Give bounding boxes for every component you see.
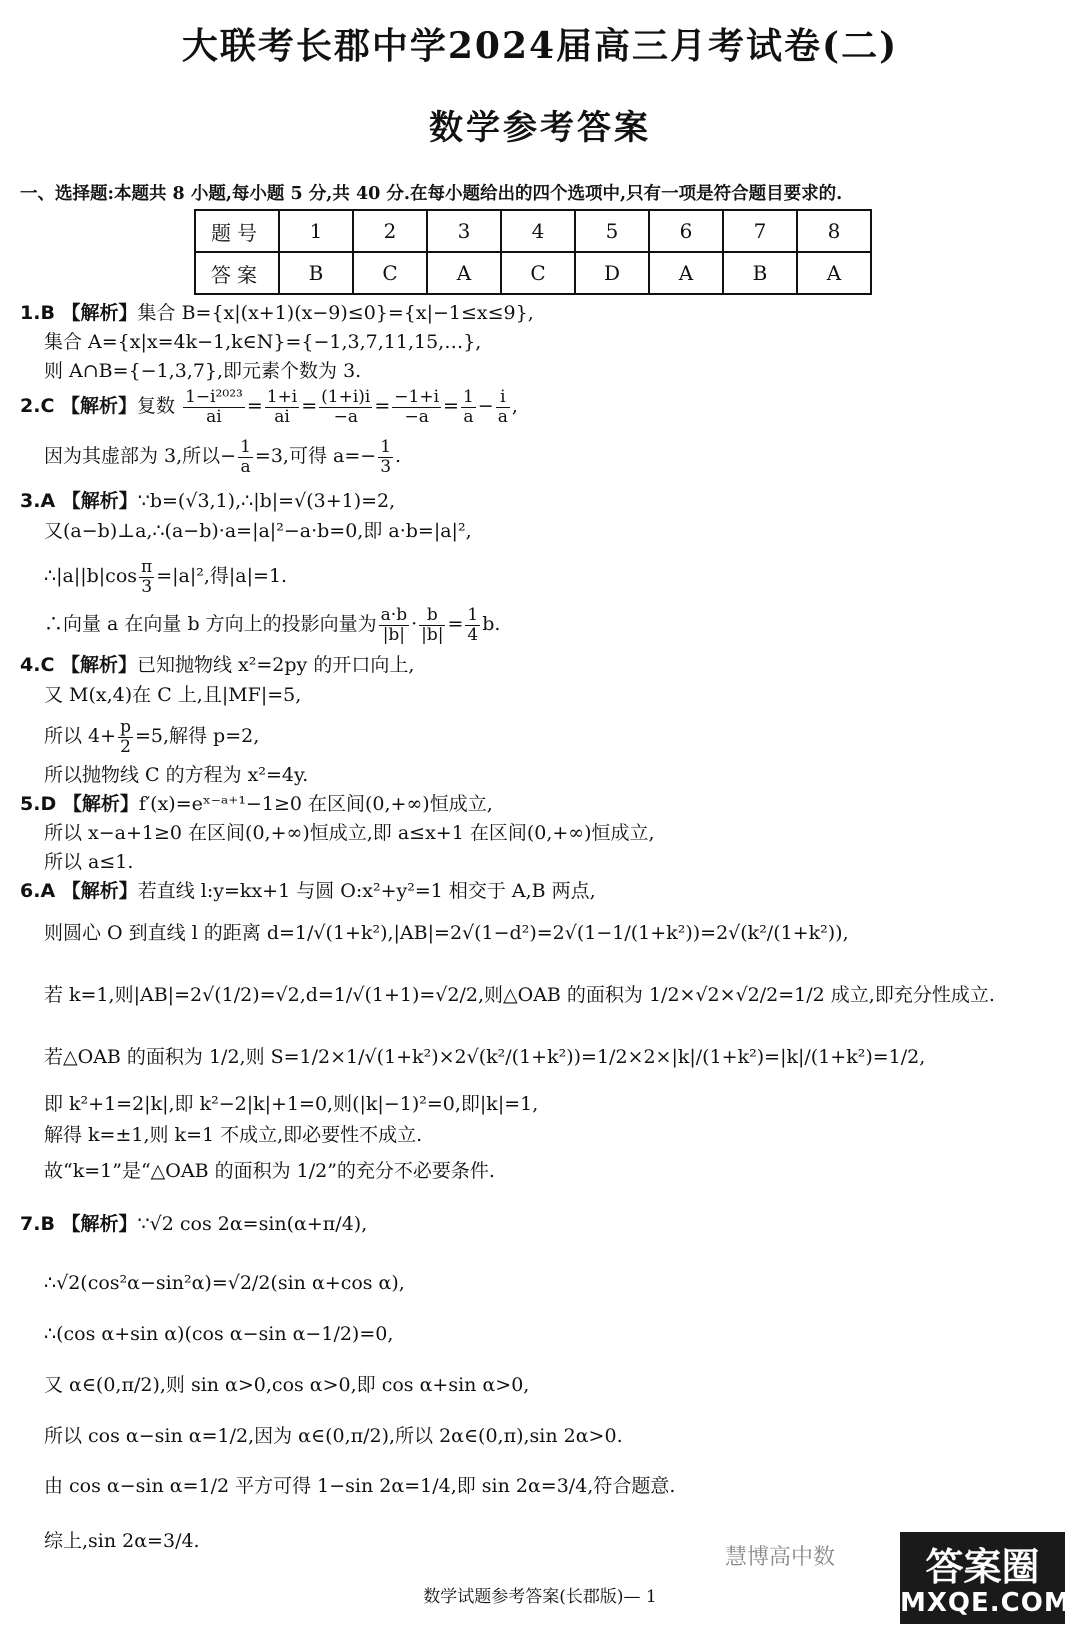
numerator: 1 <box>467 605 479 625</box>
q3-text: ∵b=(√3,1),∴|b|=√(3+1)=2, <box>137 490 396 512</box>
fraction <box>139 558 154 596</box>
table-cell: 8 <box>797 210 871 252</box>
q4-text: =5,解得 p=2, <box>134 725 260 748</box>
site-logo <box>900 1532 1071 1624</box>
q3-line2: 又(a−b)⊥a,∴(a−b)·a=|a|²−a·b=0,即 a·b=|a|², <box>44 520 472 542</box>
denominator: a <box>497 406 508 427</box>
denominator: 4 <box>467 624 479 645</box>
answer-table <box>194 209 872 295</box>
table-cell: B <box>723 252 797 294</box>
q4-line4: 所以抛物线 C 的方程为 x²=4y. <box>44 764 309 786</box>
q6-line3: 若 k=1,则|AB|=2√(1/2)=√2,d=1/√(1+1)=√2/2,则△OAB 的面积为 1/2×√2×√2/2=1/2 成立,即充分性成立. <box>44 984 995 1006</box>
q3-text: ∴|a||b|cos <box>44 565 138 588</box>
denominator: ai <box>206 406 222 427</box>
denominator: 2 <box>120 736 131 757</box>
q3-text: =|a|²,得|a|=1. <box>156 565 288 588</box>
fraction <box>265 388 300 426</box>
denominator: a <box>240 456 251 477</box>
denominator: |b| <box>382 624 406 645</box>
table-cell: 7 <box>723 210 797 252</box>
table-cell: A <box>649 252 723 294</box>
fraction <box>183 388 245 426</box>
table-cell: C <box>353 252 427 294</box>
q5-text: f′(x)=eˣ⁻ᵃ⁺¹−1≥0 在区间(0,+∞)恒成立, <box>138 793 493 815</box>
numerator: i <box>496 388 510 408</box>
numerator: π <box>141 557 153 577</box>
fraction <box>461 388 476 426</box>
fraction <box>319 388 372 426</box>
q2-text: . <box>395 445 402 468</box>
table-row-label: 答案 <box>195 252 279 294</box>
logo-text-top: 答案圈 <box>925 1545 1040 1589</box>
table-cell: A <box>427 252 501 294</box>
q2-text: 因为其虚部为 3,所以− <box>44 445 237 468</box>
fraction <box>392 388 441 426</box>
q2-line1: 2.C 【解析】复数 $\frac{\text{1−i²⁰²³}}{ai}$ = $\frac{1+i}{ai}$ = $\frac{(1+i)i}{-a}$ = $\frac{-1+i}{-a}$ = $\frac{1}{a}$ − $\frac{i}{a}$ , <box>20 387 518 427</box>
q2-text: 复数 <box>137 395 176 418</box>
q7-text: ∵√2 cos 2α=sin(α+π/4), <box>137 1213 368 1235</box>
table-row-answers <box>195 252 871 294</box>
numerator: p <box>120 717 131 737</box>
numerator: (1+i)i <box>321 387 371 407</box>
table-row-label: 题号 <box>195 210 279 252</box>
q4-text: 所以 4+ <box>44 725 117 748</box>
fraction <box>118 718 133 756</box>
table-cell: 1 <box>279 210 353 252</box>
q7-line5: 所以 cos α−sin α=1/2,因为 α∈(0,π/2),所以 2α∈(0,π),sin 2α>0. <box>44 1425 623 1447</box>
denominator: a <box>463 406 474 427</box>
q4-line3 <box>44 718 259 756</box>
q2-text: =3,可得 a=− <box>254 445 377 468</box>
section-heading: 一、选择题:本题共 8 小题,每小题 5 分,共 40 分.在每小题给出的四个选项中,只有一项是符合题目要求的. <box>20 184 843 204</box>
denominator: 3 <box>141 576 153 597</box>
table-cell: 4 <box>501 210 575 252</box>
q1-text: 集合 B={x|(x+1)(x−9)≤0}={x|−1≤x≤9}, <box>137 302 534 324</box>
fraction <box>465 606 480 644</box>
q7-line1 <box>20 1213 367 1236</box>
q3-text: b. <box>482 613 501 636</box>
fraction <box>378 438 393 476</box>
q2-tag: 2.C 【解析】 <box>20 395 137 418</box>
q7-line4: 又 α∈(0,π/2),则 sin α>0,cos α>0,即 cos α+sin α>0, <box>44 1374 530 1396</box>
q7-line2: ∴√2(cos²α−sin²α)=√2/2(sin α+cos α), <box>44 1272 405 1294</box>
denominator: 3 <box>380 456 392 477</box>
q6-line2: 则圆心 O 到直线 l 的距离 d=1/√(1+k²),|AB|=2√(1−d²)=2√(1−1/(1+k²))=2√(k²/(1+k²)), <box>44 922 849 944</box>
table-cell: B <box>279 252 353 294</box>
q6-text: 若直线 l:y=kx+1 与圆 O:x²+y²=1 相交于 A,B 两点, <box>137 880 596 902</box>
table-cell: C <box>501 252 575 294</box>
fraction <box>379 606 409 644</box>
denominator: −a <box>333 406 358 427</box>
watermark-text: 慧博高中数 <box>725 1545 836 1570</box>
table-cell: A <box>797 252 871 294</box>
denominator: |b| <box>421 624 444 645</box>
q7-line6: 由 cos α−sin α=1/2 平方可得 1−sin 2α=1/4,即 sin 2α=3/4,符合题意. <box>44 1475 676 1497</box>
page-subtitle: 数学参考答案 <box>429 108 651 148</box>
table-cell: 6 <box>649 210 723 252</box>
numerator: 1 <box>380 437 392 457</box>
q2-line2 <box>44 438 401 476</box>
q4-line2: 又 M(x,4)在 C 上,且|MF|=5, <box>44 684 302 706</box>
q7-line3: ∴(cos α+sin α)(cos α−sin α−1/2)=0, <box>44 1323 394 1345</box>
q4-text: 已知抛物线 x²=2py 的开口向上, <box>137 654 415 676</box>
q6-line1 <box>20 880 596 903</box>
q3-line3 <box>44 558 287 596</box>
fraction <box>419 606 445 644</box>
q3-line4: ∴向量 a 在向量 b 方向上的投影向量为 $\frac{a\cdot b}{|b|}$ · $\frac{b}{|b|}$ = $\frac{1}{4}$ b. <box>44 605 501 645</box>
logo-text-bottom: MXQE.COM <box>900 1588 1071 1618</box>
q3-text: ∴向量 a 在向量 b 方向上的投影向量为 <box>44 613 377 636</box>
numerator: 1−i²⁰²³ <box>185 387 243 407</box>
q7-tag: 7.B 【解析】 <box>20 1213 138 1235</box>
q7-line7: 综上,sin 2α=3/4. <box>44 1530 200 1552</box>
q5-tag: 5.D 【解析】 <box>20 793 139 815</box>
q6-line6: 解得 k=±1,则 k=1 不成立,即必要性不成立. <box>44 1124 423 1146</box>
q1-line1 <box>20 302 534 325</box>
q6-line7: 故“k=1”是“△OAB 的面积为 1/2”的充分不必要条件. <box>44 1160 495 1182</box>
q4-line1 <box>20 654 414 677</box>
page-footer: 数学试题参考答案(长郡版)— 1 <box>423 1587 657 1607</box>
numerator: 1 <box>462 387 474 407</box>
q6-line5: 即 k²+1=2|k|,即 k²−2|k|+1=0,则(|k|−1)²=0,即|k|=1, <box>44 1093 539 1115</box>
numerator: 1 <box>240 437 251 457</box>
q1-line2: 集合 A={x|x=4k−1,k∈N}={−1,3,7,11,15,…}, <box>44 331 482 353</box>
fraction <box>496 388 510 426</box>
q6-tag: 6.A 【解析】 <box>20 880 138 902</box>
q6-line4: 若△OAB 的面积为 1/2,则 S=1/2×1/√(1+k²)×2√(k²/(1+k²))=1/2×2×|k|/(1+k²)=|k|/(1+k²)=1/2, <box>44 1046 926 1068</box>
q5-line1 <box>20 793 493 816</box>
q5-line3: 所以 a≤1. <box>44 851 134 873</box>
denominator: −a <box>404 406 429 427</box>
fraction <box>238 438 253 476</box>
q3-tag: 3.A 【解析】 <box>20 490 138 512</box>
numerator: 1+i <box>266 387 298 407</box>
table-row-numbers <box>195 210 871 252</box>
q3-line1 <box>20 490 395 513</box>
numerator: −1+i <box>394 387 440 407</box>
q4-tag: 4.C 【解析】 <box>20 654 137 676</box>
table-cell: 2 <box>353 210 427 252</box>
table-cell: 5 <box>575 210 649 252</box>
numerator: a·b <box>380 605 408 625</box>
q1-line3: 则 A∩B={−1,3,7},即元素个数为 3. <box>44 360 362 382</box>
table-cell: 3 <box>427 210 501 252</box>
table-cell: D <box>575 252 649 294</box>
q1-tag: 1.B 【解析】 <box>20 302 138 324</box>
exam-title: 大联考长郡中学2024届高三月考试卷(二) <box>181 25 899 67</box>
q5-line2: 所以 x−a+1≥0 在区间(0,+∞)恒成立,即 a≤x+1 在区间(0,+∞)恒成立, <box>44 822 655 844</box>
numerator: b <box>419 606 445 626</box>
denominator: ai <box>274 406 290 427</box>
